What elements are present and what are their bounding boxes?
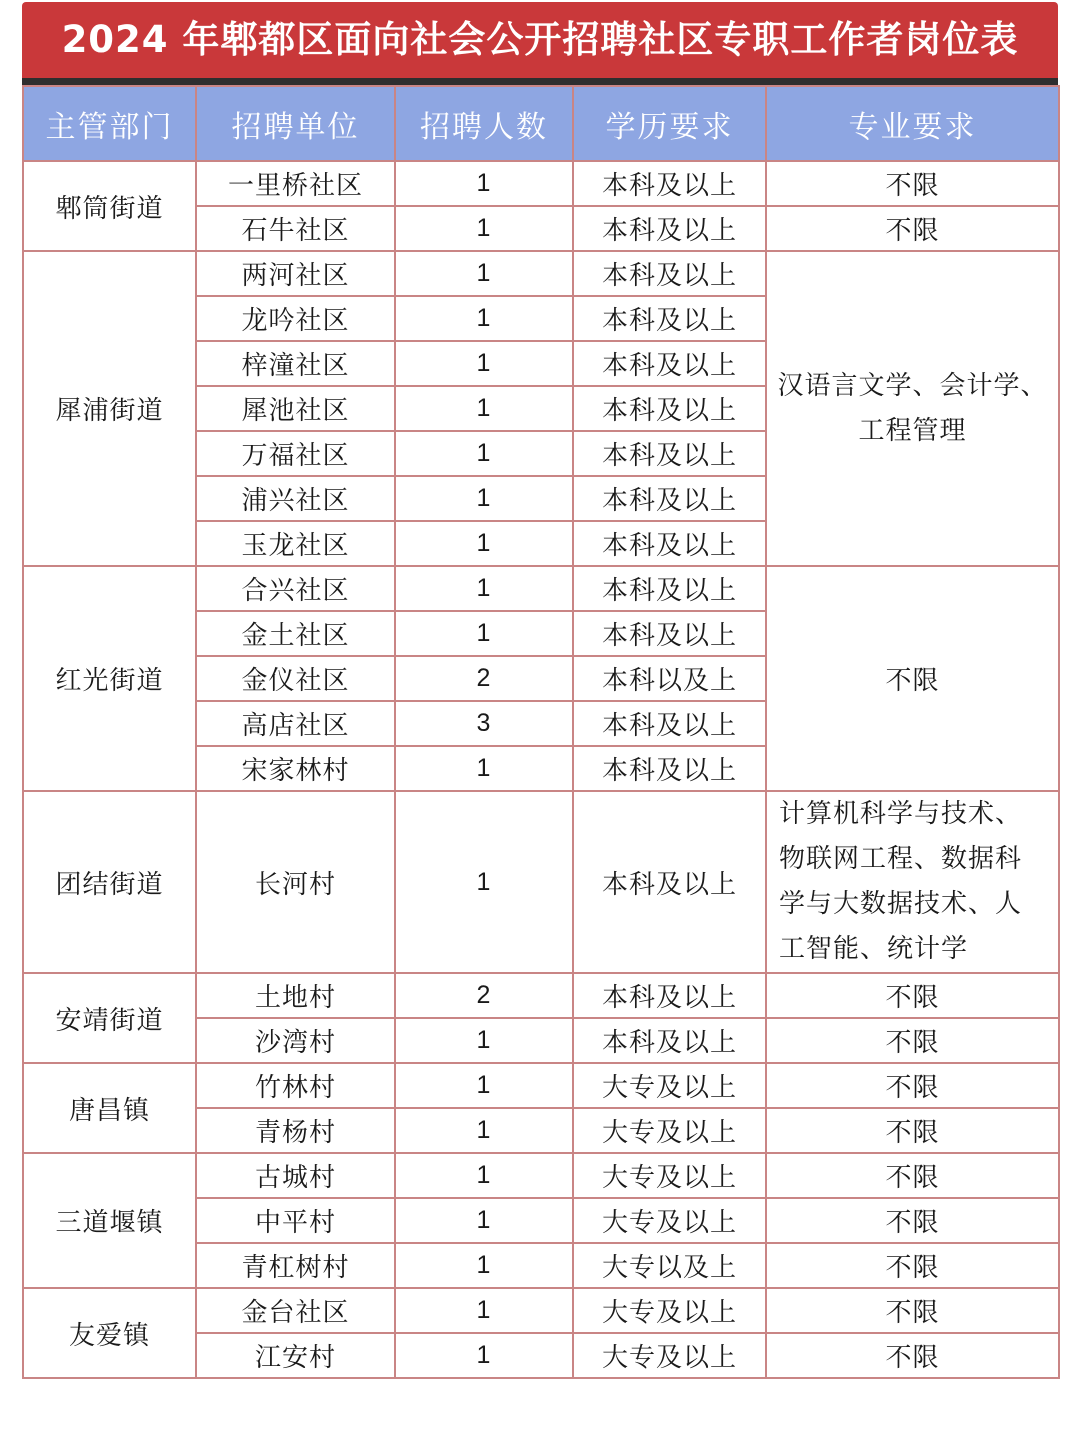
unit-cell: 宋家林村 [196, 746, 395, 791]
unit-cell: 青杨村 [196, 1108, 395, 1153]
count-cell: 1 [395, 1333, 573, 1378]
unit-cell: 梓潼社区 [196, 341, 395, 386]
dept-cell: 团结街道 [23, 791, 196, 973]
count-cell: 1 [395, 341, 573, 386]
count-cell: 1 [395, 431, 573, 476]
table-row [23, 791, 1059, 973]
count-cell: 1 [395, 1288, 573, 1333]
unit-cell: 石牛社区 [196, 206, 395, 251]
table-row [23, 251, 1059, 296]
dept-cell: 郫筒街道 [23, 161, 196, 251]
count-cell: 1 [395, 521, 573, 566]
table-row [23, 1288, 1059, 1333]
major-cell: 不限 [766, 566, 1059, 791]
major-cell: 不限 [766, 1288, 1059, 1333]
major-cell: 不限 [766, 1108, 1059, 1153]
education-cell: 本科及以上 [573, 386, 766, 431]
count-cell: 2 [395, 973, 573, 1018]
education-cell: 本科及以上 [573, 431, 766, 476]
unit-cell: 玉龙社区 [196, 521, 395, 566]
unit-cell: 一里桥社区 [196, 161, 395, 206]
count-cell: 1 [395, 296, 573, 341]
header-unit: 招聘单位 [196, 86, 395, 161]
header-major: 专业要求 [766, 86, 1059, 161]
education-cell: 大专及以上 [573, 1198, 766, 1243]
major-cell: 汉语言文学、会计学、工程管理 [766, 251, 1059, 566]
unit-cell: 金台社区 [196, 1288, 395, 1333]
major-cell: 不限 [766, 1018, 1059, 1063]
major-cell: 计算机科学与技术、物联网工程、数据科学与大数据技术、人工智能、统计学 [766, 791, 1059, 973]
count-cell: 1 [395, 1153, 573, 1198]
dept-cell: 友爱镇 [23, 1288, 196, 1378]
education-cell: 本科及以上 [573, 746, 766, 791]
table-body [23, 161, 1059, 1378]
education-cell: 大专及以上 [573, 1333, 766, 1378]
unit-cell: 长河村 [196, 791, 395, 973]
major-cell: 不限 [766, 1063, 1059, 1108]
dept-cell: 唐昌镇 [23, 1063, 196, 1153]
count-cell: 1 [395, 161, 573, 206]
unit-cell: 竹林村 [196, 1063, 395, 1108]
major-cell: 不限 [766, 1333, 1059, 1378]
unit-cell: 两河社区 [196, 251, 395, 296]
header-dept: 主管部门 [23, 86, 196, 161]
dept-cell: 三道堰镇 [23, 1153, 196, 1288]
education-cell: 本科及以上 [573, 161, 766, 206]
education-cell: 大专及以上 [573, 1063, 766, 1108]
count-cell: 1 [395, 791, 573, 973]
education-cell: 本科及以上 [573, 1018, 766, 1063]
unit-cell: 江安村 [196, 1333, 395, 1378]
major-cell: 不限 [766, 1243, 1059, 1288]
document [22, 2, 1058, 1379]
unit-cell: 金仪社区 [196, 656, 395, 701]
header-count: 招聘人数 [395, 86, 573, 161]
unit-cell: 青杠树村 [196, 1243, 395, 1288]
education-cell: 本科及以上 [573, 476, 766, 521]
table-row [23, 161, 1059, 206]
count-cell: 3 [395, 701, 573, 746]
table-header [23, 86, 1059, 161]
count-cell: 1 [395, 251, 573, 296]
unit-cell: 高店社区 [196, 701, 395, 746]
count-cell: 1 [395, 206, 573, 251]
education-cell: 大专及以上 [573, 1288, 766, 1333]
title-divider [22, 78, 1058, 85]
education-cell: 大专及以上 [573, 1108, 766, 1153]
education-cell: 本科及以上 [573, 611, 766, 656]
unit-cell: 土地村 [196, 973, 395, 1018]
count-cell: 1 [395, 1243, 573, 1288]
unit-cell: 犀池社区 [196, 386, 395, 431]
unit-cell: 合兴社区 [196, 566, 395, 611]
page-title: 2024 年郫都区面向社会公开招聘社区专职工作者岗位表 [22, 2, 1058, 78]
table-row [23, 973, 1059, 1018]
positions-table [22, 85, 1060, 1379]
unit-cell: 沙湾村 [196, 1018, 395, 1063]
major-cell: 不限 [766, 973, 1059, 1018]
dept-cell: 红光街道 [23, 566, 196, 791]
header-education: 学历要求 [573, 86, 766, 161]
education-cell: 本科及以上 [573, 296, 766, 341]
count-cell: 1 [395, 1063, 573, 1108]
dept-cell: 安靖街道 [23, 973, 196, 1063]
table-row [23, 566, 1059, 611]
count-cell: 1 [395, 746, 573, 791]
education-cell: 本科及以上 [573, 973, 766, 1018]
unit-cell: 中平村 [196, 1198, 395, 1243]
table-row [23, 1063, 1059, 1108]
major-cell: 不限 [766, 1198, 1059, 1243]
education-cell: 大专以及上 [573, 1243, 766, 1288]
education-cell: 本科及以上 [573, 791, 766, 973]
count-cell: 1 [395, 1198, 573, 1243]
major-cell: 不限 [766, 1153, 1059, 1198]
count-cell: 1 [395, 611, 573, 656]
education-cell: 本科及以上 [573, 206, 766, 251]
unit-cell: 龙吟社区 [196, 296, 395, 341]
unit-cell: 浦兴社区 [196, 476, 395, 521]
major-cell: 不限 [766, 206, 1059, 251]
count-cell: 1 [395, 566, 573, 611]
education-cell: 大专及以上 [573, 1153, 766, 1198]
education-cell: 本科及以上 [573, 341, 766, 386]
unit-cell: 万福社区 [196, 431, 395, 476]
count-cell: 1 [395, 386, 573, 431]
count-cell: 1 [395, 1018, 573, 1063]
count-cell: 2 [395, 656, 573, 701]
education-cell: 本科及以上 [573, 566, 766, 611]
dept-cell: 犀浦街道 [23, 251, 196, 566]
education-cell: 本科及以上 [573, 251, 766, 296]
education-cell: 本科及以上 [573, 701, 766, 746]
education-cell: 本科及以上 [573, 521, 766, 566]
count-cell: 1 [395, 1108, 573, 1153]
table-row [23, 1153, 1059, 1198]
major-cell: 不限 [766, 161, 1059, 206]
count-cell: 1 [395, 476, 573, 521]
education-cell: 本科以及上 [573, 656, 766, 701]
unit-cell: 金土社区 [196, 611, 395, 656]
unit-cell: 古城村 [196, 1153, 395, 1198]
